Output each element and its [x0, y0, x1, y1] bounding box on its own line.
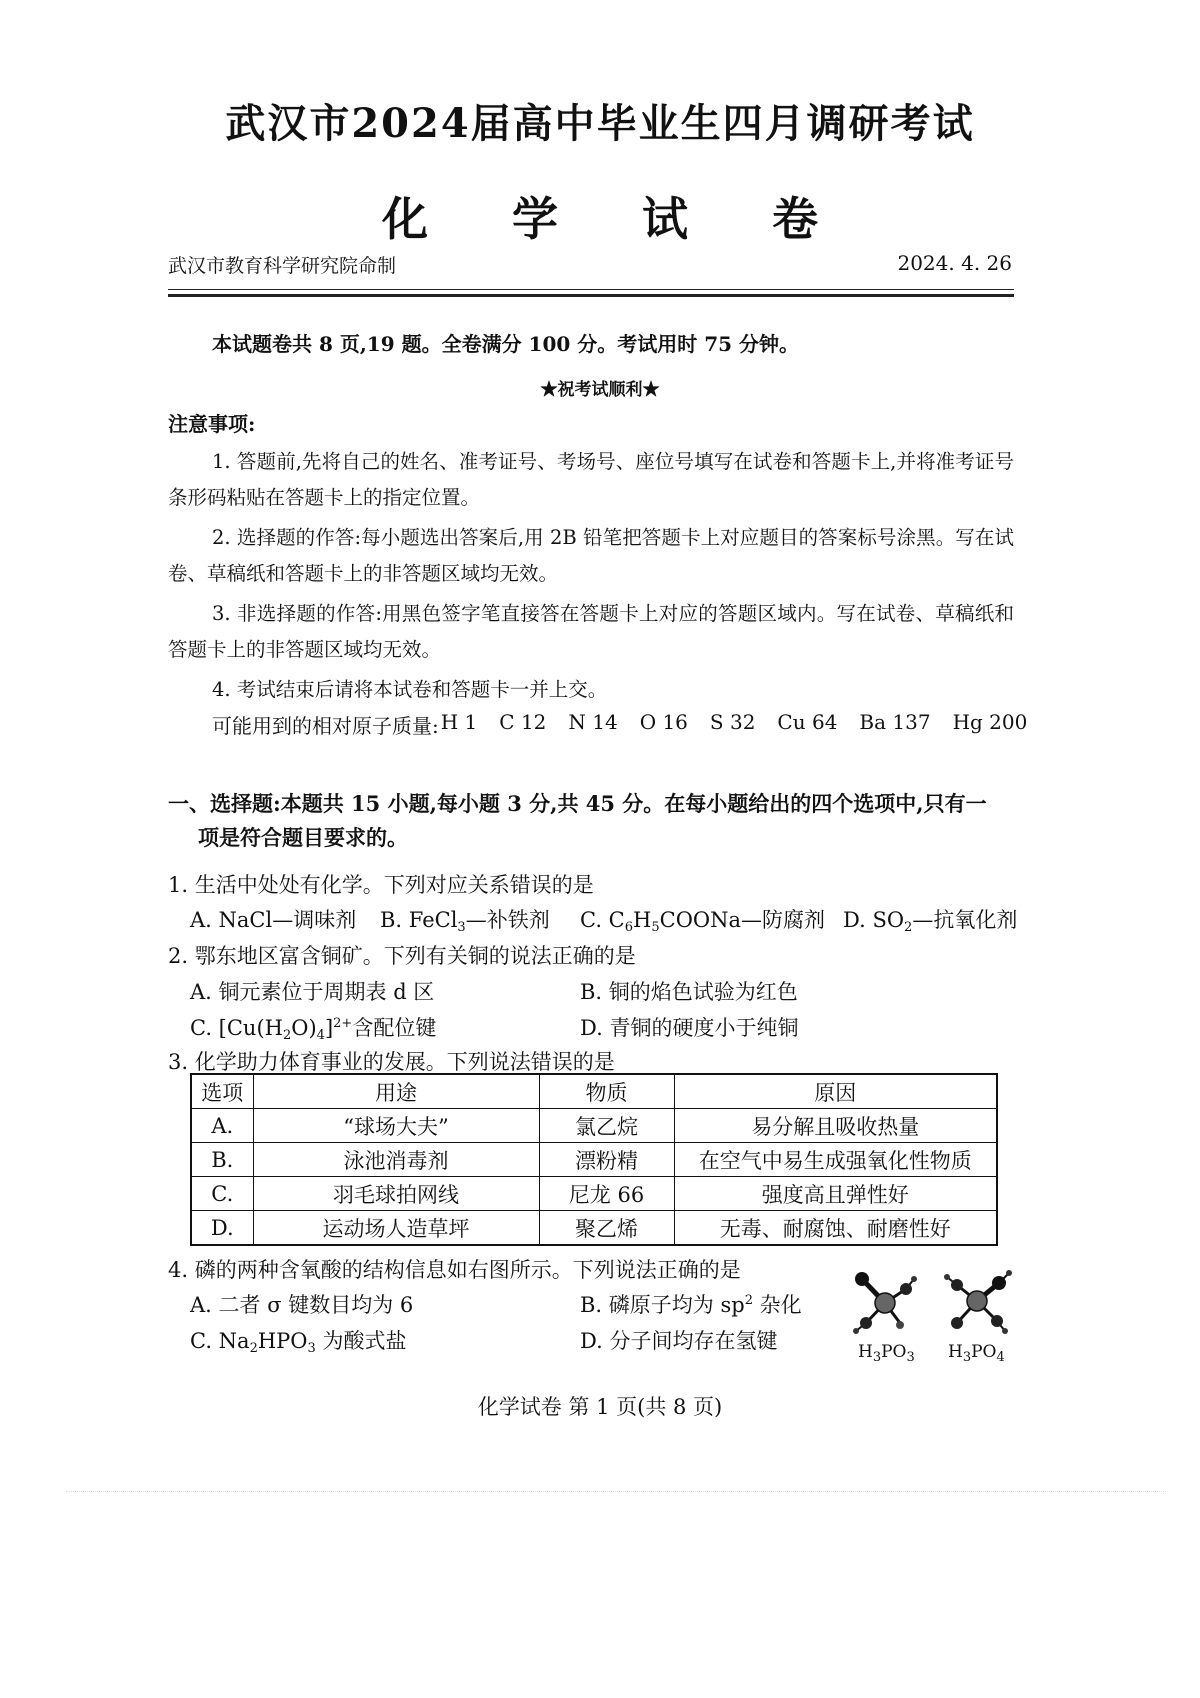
header-divider-thin: [168, 289, 1014, 290]
table-row: [191, 1109, 997, 1143]
exam-date: 2024. 4. 26: [897, 251, 1012, 275]
table-cell: 漂粉精: [539, 1143, 674, 1177]
atomic-masses-label: 可能用到的相对原子质量:: [212, 714, 439, 738]
page-footer: 化学试卷 第 1 页(共 8 页): [477, 1395, 723, 1419]
atomic-mass: H 1: [440, 710, 478, 734]
table-row: [191, 1177, 997, 1211]
table-cell: 羽毛球拍网线: [253, 1177, 539, 1211]
table-header-row: [191, 1074, 997, 1109]
question-2-option-a: A. 铜元素位于周期表 d 区: [190, 980, 435, 1004]
question-3-stem: 3. 化学助力体育事业的发展。下列说法错误的是: [168, 1050, 615, 1074]
question-4-option-b: B. 磷原子均为 $sp^2$ 杂化: [580, 1293, 802, 1317]
notice-item-1: 1. 答题前,先将自己的姓名、准考证号、考场号、座位号填写在试卷和答题卡上,并将准考证号条形码粘贴在答题卡上的指定位置。: [168, 450, 1014, 509]
h3po3-label: $H_3PO_3$: [858, 1342, 915, 1365]
dotted-divider: [66, 1491, 1166, 1492]
table-cell: 聚乙烯: [539, 1211, 674, 1246]
table-cell: “球场大夫”: [253, 1109, 539, 1143]
atomic-mass: Ba 137: [859, 710, 931, 734]
question-3-table: [190, 1073, 998, 1246]
issuing-authority: 武汉市教育科学研究院命制: [168, 255, 397, 277]
atomic-mass: O 16: [639, 710, 688, 734]
exam-title: 武汉市2024届高中毕业生四月调研考试: [225, 100, 975, 147]
question-4-stem: 4. 磷的两种含氧酸的结构信息如右图所示。下列说法正确的是: [168, 1258, 741, 1282]
section-heading-line2: 项是符合题目要求的。: [198, 825, 408, 850]
question-1-option-a: A. NaCl—调味剂: [190, 908, 357, 932]
table-cell: 易分解且吸收热量: [674, 1109, 997, 1143]
table-cell: 氯乙烷: [539, 1109, 674, 1143]
atomic-mass: Hg 200: [952, 710, 1028, 734]
table-cell: 在空气中易生成强氧化性物质: [674, 1143, 997, 1177]
question-1-option-b: B. FeCl$_3$—补铁剂: [380, 908, 550, 935]
atomic-masses: [212, 710, 1049, 739]
table-cell: 运动场人造草坪: [253, 1211, 539, 1246]
table-cell: C.: [191, 1177, 253, 1211]
question-4-option-d: D. 分子间均存在氢键: [580, 1329, 778, 1353]
atomic-mass: C 12: [499, 710, 547, 734]
good-luck-banner: ★祝考试顺利★: [540, 380, 660, 400]
question-2-option-d: D. 青铜的硬度小于纯铜: [580, 1016, 799, 1040]
question-2-option-b: B. 铜的焰色试验为红色: [580, 980, 798, 1004]
notice-item-2: 2. 选择题的作答:每小题选出答案后,用 2B 铅笔把答题卡上对应题目的答案标号涂黑。写在试卷、草稿纸和答题卡上的非答题区域均无效。: [168, 526, 1014, 585]
h3po4-molecule-figure: [935, 1265, 1025, 1340]
question-4-option-c: C. $Na_2HPO_3$ 为酸式盐: [190, 1329, 407, 1356]
section-heading: [168, 787, 1028, 855]
table-row: [191, 1143, 997, 1177]
section-heading-line1: 一、选择题:本题共 15 小题,每小题 3 分,共 45 分。在每小题给出的四个选项中,只有一: [168, 791, 987, 816]
header-divider-thick: [168, 294, 1014, 297]
table-cell: A.: [191, 1109, 253, 1143]
notice-item-3: 3. 非选择题的作答:用黑色签字笔直接答在答题卡上对应的答题区域内。写在试卷、草稿纸和答题卡上的非答题区域均无效。: [168, 602, 1014, 661]
table-cell: 泳池消毒剂: [253, 1143, 539, 1177]
atomic-mass: N 14: [568, 710, 618, 734]
table-header-cell: 物质: [539, 1074, 674, 1109]
table-cell: D.: [191, 1211, 253, 1246]
question-1-option-d: D. $SO_2—$抗氧化剂: [843, 908, 1018, 935]
exam-intro: 本试题卷共 8 页,19 题。全卷满分 100 分。考试用时 75 分钟。: [212, 332, 800, 356]
question-4-option-a: A. 二者 σ 键数目均为 6: [190, 1293, 414, 1317]
table-cell: 尼龙 66: [539, 1177, 674, 1211]
table-cell: 无毒、耐腐蚀、耐磨性好: [674, 1211, 997, 1246]
notice-item-4: 4. 考试结束后请将本试卷和答题卡一并上交。: [212, 678, 608, 701]
question-2-option-c: C. $[Cu(H_2O)_4]^{2+}$含配位键: [190, 1016, 437, 1043]
table-cell: 强度高且弹性好: [674, 1177, 997, 1211]
subject-title: 化 学 试 卷: [381, 192, 853, 246]
question-1-stem: 1. 生活中处处有化学。下列对应关系错误的是: [168, 873, 594, 897]
atomic-mass: Cu 64: [777, 710, 838, 734]
atomic-mass: S 32: [709, 710, 756, 734]
table-cell: B.: [191, 1143, 253, 1177]
h3po3-molecule-figure: [840, 1265, 930, 1340]
notice-heading: 注意事项:: [168, 412, 256, 436]
question-2-stem: 2. 鄂东地区富含铜矿。下列有关铜的说法正确的是: [168, 944, 636, 968]
question-1-option-c: C. $C_6H_5COONa—$防腐剂: [580, 908, 826, 935]
h3po4-label: $H_3PO_4$: [948, 1342, 1005, 1365]
table-header-cell: 用途: [253, 1074, 539, 1109]
table-header-cell: 选项: [191, 1074, 253, 1109]
table-row: [191, 1211, 997, 1246]
table-header-cell: 原因: [674, 1074, 997, 1109]
